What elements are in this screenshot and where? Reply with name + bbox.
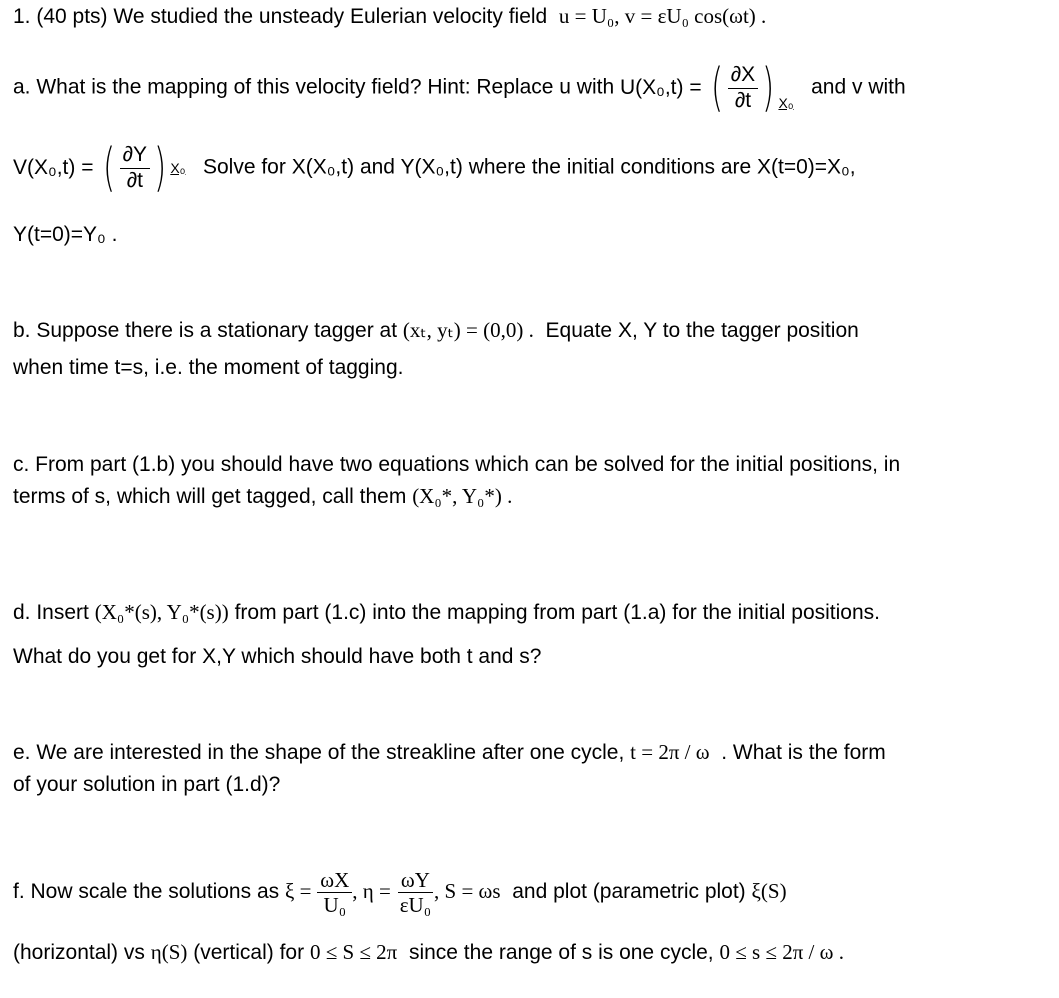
range-S: 0 ≤ S ≤ 2π [309, 940, 398, 964]
part-f-line1 [13, 868, 787, 917]
V-function: V(X₀,t) = [13, 156, 94, 180]
xi-denominator: U₀ [323, 893, 347, 918]
dY-numerator: ∂Y [120, 143, 150, 168]
and-v-with: and v with [811, 75, 906, 99]
part-f-text4: (vertical) for [193, 941, 305, 964]
where-text: where the initial conditions are X(t=0)=X₀, [468, 155, 856, 179]
dX-dt-partial: ( $\frac{\partial X}{\partial t}$ ) $_{X_0}$ [711, 58, 794, 118]
subscript-x0-2: X₀ [170, 159, 186, 176]
part-b-text2: Equate X, Y to the tagger position [545, 319, 859, 342]
xi-fraction [317, 868, 352, 917]
part-f-line2 [13, 940, 844, 965]
S-equation: , S = ωs [434, 879, 501, 904]
part-e-line2 [13, 772, 280, 797]
problem-header [13, 4, 766, 29]
subscript-x0: X₀ [778, 94, 794, 111]
dt-denominator-2: ∂t [126, 168, 143, 192]
part-d-text3: What do you get for X,Y which should have both t and s? [13, 645, 542, 668]
part-f-text1: f. Now scale the solutions as [13, 880, 280, 904]
initial-positions-eq: (X₀*, Y₀*) . [412, 484, 513, 508]
eta-numerator: ωY [398, 868, 433, 893]
part-f-text5: since the range of s is one cycle, [408, 941, 714, 964]
part-a-line2 [13, 138, 856, 198]
xi-of-S: ξ(S) [751, 879, 787, 904]
part-c-text2: terms of s, which will get tagged, call them [13, 485, 407, 508]
and-text: and [359, 155, 395, 179]
header-text: 1. (40 pts) We studied the unsteady Eulerian velocity field [13, 5, 548, 28]
part-b-line1 [13, 318, 859, 343]
eta-fraction [397, 868, 434, 917]
part-d-line2 [13, 644, 541, 669]
velocity-field-equation: u = U₀, v = εU₀ cos(ωt) . [558, 4, 767, 28]
part-c-line1 [13, 452, 900, 477]
part-d-text2: from part (1.c) into the mapping from part (1.a) for the initial positions. [234, 601, 881, 624]
tagger-equation: (xₜ, yₜ) = (0,0) . [402, 318, 534, 342]
dY-dt-partial: ( $\frac{\partial Y}{\partial t}$ ) X₀ [103, 138, 186, 198]
xi-label: ξ = [284, 879, 312, 904]
xi-numerator: ωX [317, 868, 352, 893]
insert-equation: (X₀*(s), Y₀*(s)) [94, 600, 229, 624]
Y-function: Y(X₀,t) [400, 155, 463, 179]
dt-denominator: ∂t [734, 88, 752, 112]
eta-of-S: η(S) [150, 940, 188, 964]
y-initial: Y(t=0)=Y₀ . [13, 223, 118, 246]
dX-numerator: ∂X [728, 63, 758, 88]
part-a-line1 [13, 58, 906, 118]
eta-label: , η = [352, 879, 391, 904]
X-function: X(X₀,t) [291, 155, 355, 179]
part-b-text3: when time t=s, i.e. the moment of tagging. [13, 356, 404, 379]
part-c-text1: c. From part (1.b) you should have two equations which can be solved for the initial positions, in [13, 453, 901, 476]
part-a-line3 [13, 222, 117, 247]
part-b-text1: b. Suppose there is a stationary tagger at [13, 319, 398, 342]
part-d-text1: d. Insert [13, 601, 89, 624]
solve-text: Solve for [202, 155, 286, 179]
part-f-text3: (horizontal) vs [13, 941, 145, 964]
U-function: U(X₀,t) = [619, 76, 702, 100]
part-b-line2 [13, 355, 403, 380]
eta-denominator: εU₀ [399, 893, 432, 918]
part-d-line1 [13, 600, 880, 625]
part-e-line1 [13, 740, 886, 765]
part-f-text2: and plot (parametric plot) [512, 880, 746, 904]
part-e-text3: of your solution in part (1.d)? [13, 773, 281, 796]
part-a-text1: a. What is the mapping of this velocity field? Hint: Replace u with [13, 75, 615, 99]
part-e-text2: . What is the form [721, 741, 886, 764]
part-e-text1: e. We are interested in the shape of the streakline after one cycle, [13, 741, 625, 764]
cycle-equation: t = 2π / ω [630, 740, 710, 764]
range-s: 0 ≤ s ≤ 2π / ω . [719, 940, 844, 964]
part-c-line2 [13, 484, 512, 509]
